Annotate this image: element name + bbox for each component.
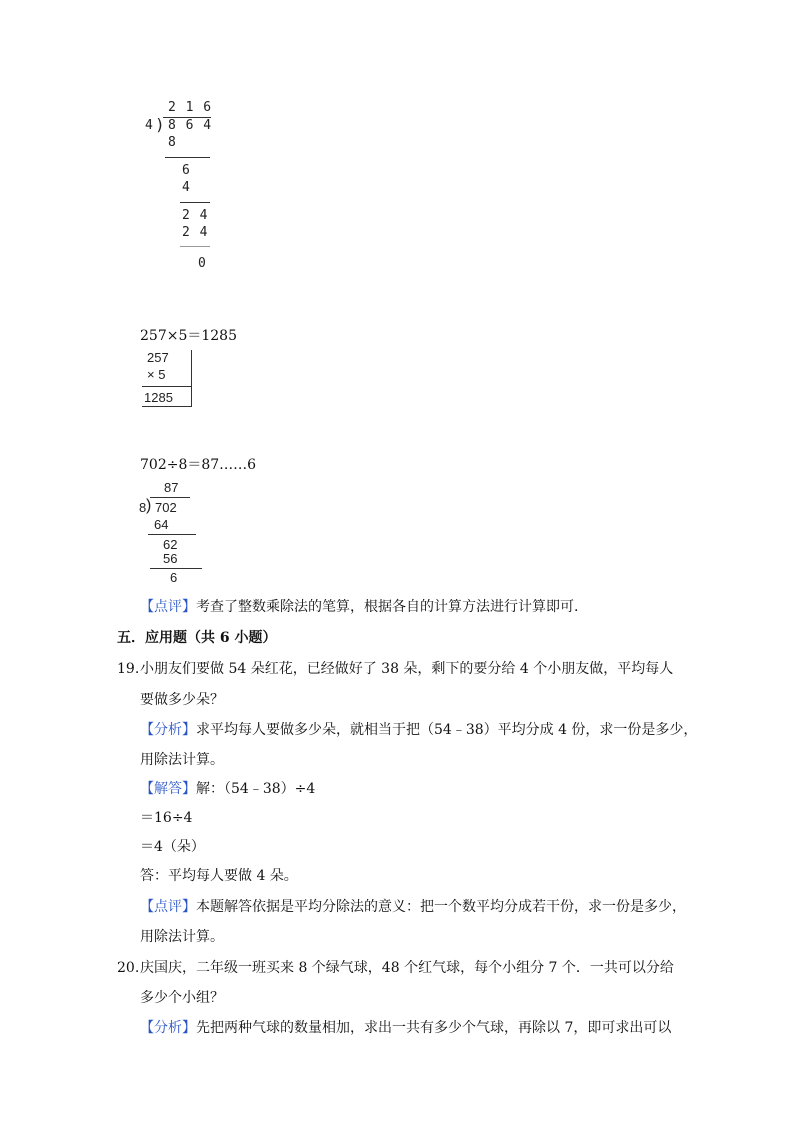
analysis-text: 求平均每人要做多少朵，就相当于把（54﹣38）平均分成 4 份，求一份是多少， [196, 722, 698, 738]
answer-paragraph [140, 779, 315, 799]
rule [180, 246, 210, 247]
question-text-line: 要做多少朵？ [140, 692, 224, 708]
question-text-line: 多少个小组？ [140, 990, 224, 1006]
review-text: 本题解答依据是平均分除法的意义：把一个数平均分成若干份，求一份是多少， [196, 899, 686, 915]
answer-tag: 【解答】 [140, 781, 196, 797]
partial-product: 4 [182, 180, 190, 195]
analysis-tag: 【分析】 [140, 722, 196, 738]
question-text-line: 庆国庆，二年级一班买来 8 个绿气球，48 个红气球，每个小组分 7 个．一共可以分给 [140, 960, 674, 976]
partial-product: 64 [154, 517, 169, 532]
remainder: 0 [198, 256, 206, 271]
question-number: 20. [117, 960, 140, 976]
dividend: 8 6 4 [168, 118, 213, 133]
frame-bottom [142, 406, 192, 407]
review-text: 考查了整数乘除法的笔算，根据各自的计算方法进行计算即可. [196, 599, 579, 615]
review-paragraph [140, 897, 686, 917]
rule [142, 386, 192, 387]
analysis-paragraph [140, 720, 697, 740]
division-equation: 702÷8＝87……6 [140, 457, 257, 473]
division-bracket: ) [146, 497, 152, 514]
partial-product: 2 4 [182, 225, 209, 240]
quotient: 87 [164, 480, 179, 495]
quotient: 2 1 6 [168, 100, 213, 115]
partial-product: 8 [168, 135, 176, 150]
divisor: 8 [139, 500, 147, 515]
partial-dividend: 6 [182, 163, 190, 178]
review-paragraph [140, 597, 578, 617]
review-tag: 【点评】 [140, 899, 196, 915]
question-text-line: 小朋友们要做 54 朵红花，已经做好了 38 朵，剩下的要分给 4 个小朋友做，平均每人 [140, 661, 674, 677]
division-bar [150, 497, 190, 498]
answer-step: ＝16÷4 [140, 810, 193, 826]
partial-dividend: 2 4 [182, 208, 209, 223]
answer-text: 解：（54﹣38）÷4 [196, 781, 316, 797]
remainder: 6 [170, 570, 178, 585]
partial-dividend: 62 [163, 537, 178, 552]
division-bracket: ) [155, 115, 165, 134]
analysis-text-line: 用除法计算。 [140, 752, 224, 768]
question-number: 19. [117, 661, 140, 677]
rule [150, 568, 202, 569]
answer-conclusion: 答：平均每人要做 4 朵。 [140, 868, 298, 884]
analysis-tag: 【分析】 [140, 1020, 196, 1036]
multiplier: × 5 [147, 367, 166, 382]
review-tag: 【点评】 [140, 599, 196, 615]
section-heading: 五．应用题（共 6 小题） [117, 630, 277, 646]
review-text-line: 用除法计算。 [140, 929, 224, 945]
divisor: 4 [145, 118, 153, 133]
partial-product: 56 [163, 551, 178, 566]
multiplicand: 257 [147, 350, 169, 365]
frame-right [191, 350, 192, 407]
multiplication-equation: 257×5＝1285 [140, 328, 237, 344]
rule [180, 202, 210, 203]
rule [148, 534, 196, 535]
dividend: 702 [155, 500, 177, 515]
rule [165, 157, 210, 158]
answer-step: ＝4（朵） [140, 839, 205, 855]
product: 1285 [144, 390, 173, 405]
analysis-paragraph [140, 1018, 671, 1038]
analysis-text: 先把两种气球的数量相加，求出一共有多少个气球，再除以 7，即可求出可以 [196, 1020, 672, 1036]
